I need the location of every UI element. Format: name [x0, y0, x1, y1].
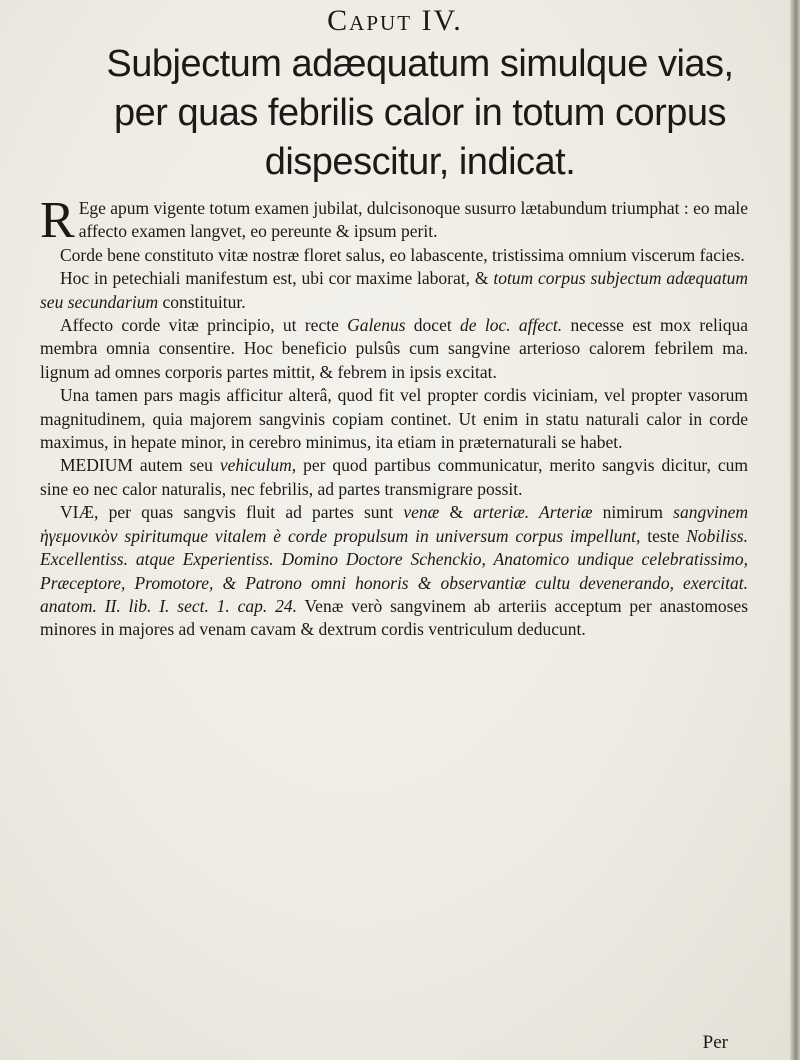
italic-run: vehiculum: [219, 455, 292, 476]
text-run: nimirum: [592, 502, 674, 523]
chapter-header: Caput IV.: [327, 4, 463, 37]
paragraph-6: [40, 454, 748, 501]
italic-run: venæ: [403, 502, 440, 523]
page-edge: [790, 0, 800, 1060]
text-run: Hoc in petechiali manifestum est, ubi cor maxime laborat, &: [60, 268, 494, 289]
catchword: Per: [702, 1032, 728, 1053]
italic-run: de loc. affect.: [460, 315, 563, 336]
text-run: MEDIUM autem seu: [60, 455, 220, 476]
chapter-title: Subjectum adæquatum simulque vias, per quas febrilis calor in totum corpus dispescitur, indicat.: [106, 43, 734, 183]
italic-run: totum corpus subjectum adæquatum seu secundarium: [40, 268, 748, 312]
text-run: Venæ verò sangvinem ab arteriis acceptum per anastomoses minores in majores ad venam cavam & dextrum cordis ventriculum deducunt.: [40, 595, 749, 640]
text-run: VIÆ, per quas sangvis fluit ad partes sunt: [60, 502, 404, 523]
italic-run: Nobiliss. Excellentiss. atque Experientiss. Domino Doctore Schenckio, Anatomico undique celebratissimo, Præceptore, Promotore, & Patrono omni honoris & observantiæ cultu devenerando, exercitat. anatom. II. lib. I. sect. 1. cap. 24.: [40, 525, 748, 616]
italic-run: Galenus: [347, 315, 406, 336]
text-run: Affecto corde vitæ principio, ut recte: [60, 315, 348, 336]
text-run: constituitur.: [158, 291, 246, 312]
italic-run: sangvinem ἡγεμονικὸν spiritumque vitalem è corde propulsum in universum corpus impellunt,: [40, 502, 748, 546]
body-text: [40, 192, 749, 642]
paragraph-1: [40, 192, 748, 249]
text-run: docet: [405, 315, 461, 336]
italic-run: arteriæ. Arteriæ: [473, 502, 593, 523]
paragraph-2: Corde bene constituto vitæ nostræ floret salus, eo labascente, tristissima omnium viscerum facies.: [60, 244, 745, 265]
text-run: &: [439, 502, 474, 523]
text-run: necesse est mox reliqua membra omnia consentire. Hoc beneficio pulsûs cum sangvine arterioso calorem febrilem ma. lignum ad omnes corporis partes mittit, & febrem in ipsis excitat.: [40, 315, 748, 382]
paragraph-1-text: Ege apum vigente totum examen jubilat, dulcisonoque susurro lætabundum triumphat : eo male affecto examen langvet, eo pereunte & ipsum perit.: [78, 198, 748, 242]
text-run: teste: [640, 525, 687, 546]
text-run: , per quod partibus communicatur, merito sangvis dicitur, cum sine eo nec calor naturalis, nec febrilis, ad partes transmigrare possit.: [40, 455, 748, 499]
paragraph-4: [40, 314, 748, 384]
paragraph-7: [40, 501, 748, 641]
paragraph-5: Una tamen pars magis afficitur alterâ, quod fit vel propter cordis viciniam, vel propter vasorum magnitudinem, quia majorem sangvinis copiam continet. Ut enim in statu naturali calor in corde maximus, in hepate minor, in cerebro minimus, ita etiam in præternaturali se habet.: [40, 385, 748, 453]
drop-cap: R: [40, 192, 75, 249]
paragraph-3: [40, 267, 748, 314]
